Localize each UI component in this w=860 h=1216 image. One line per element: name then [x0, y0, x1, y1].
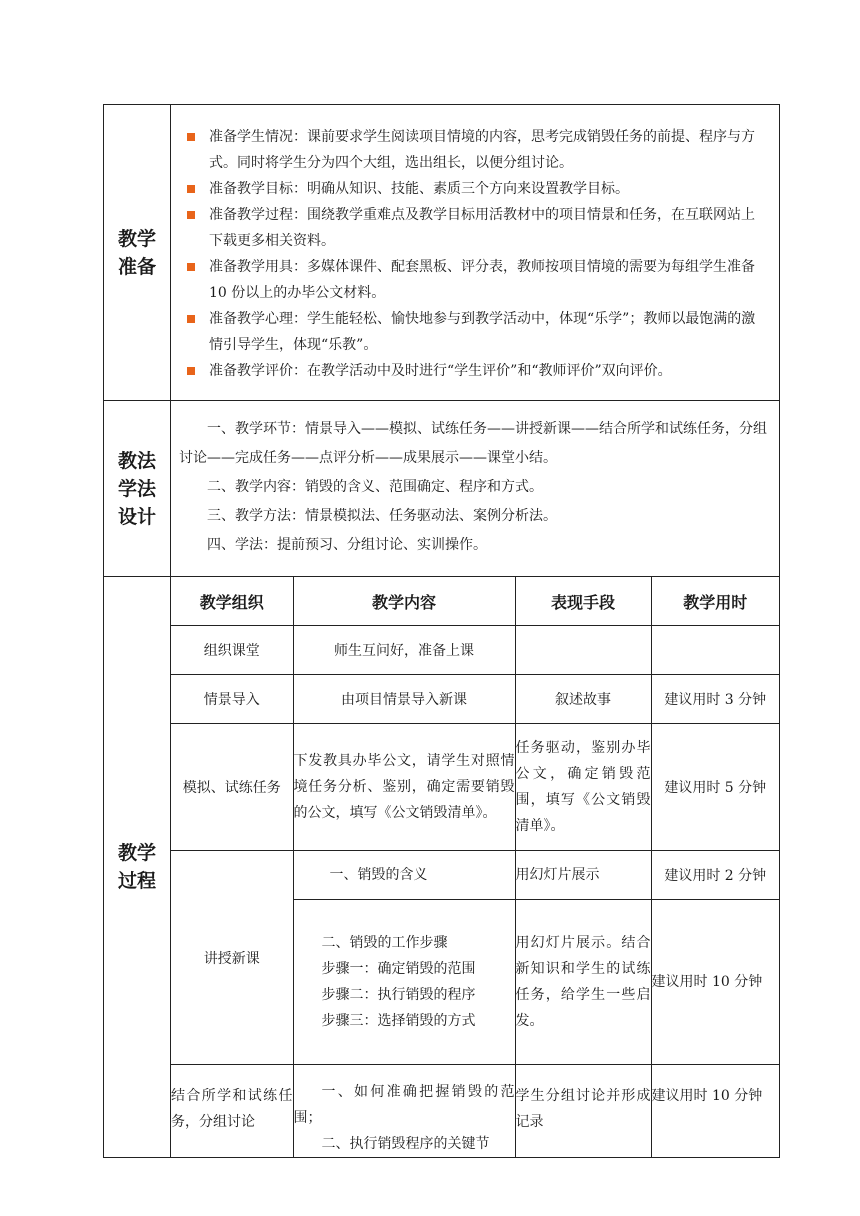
time-cell: 建议用时 10 分钟	[651, 1065, 779, 1158]
square-bullet-icon	[187, 133, 195, 141]
square-bullet-icon	[187, 367, 195, 375]
content-cell	[293, 1065, 515, 1158]
process-table	[171, 577, 779, 1157]
design-label-line2: 学法	[117, 477, 156, 500]
process-label-line2: 过程	[117, 870, 156, 892]
org-cell: 讲授新课	[171, 851, 293, 1065]
process-label-line1: 教学	[117, 842, 156, 864]
prep-item: 准备学生情况：课前要求学生阅读项目情境的内容，思考完成销毁任务的前提、程序与方式。同时将学生分为四个大组，选出组长，以便分组讨论。	[181, 124, 765, 176]
design-label-line3: 设计	[117, 505, 156, 528]
prep-label	[104, 105, 171, 401]
table-row	[171, 626, 779, 675]
table-row	[171, 675, 779, 724]
content-line: 步骤三：选择销毁的方式	[321, 1013, 476, 1029]
table-row	[171, 1065, 779, 1158]
design-paragraph: 四、学法：提前预习、分组讨论、实训操作。	[207, 537, 487, 553]
content-cell: 一、销毁的含义	[293, 851, 515, 900]
prep-item: 准备教学过程：围绕教学重难点及教学目标用活教材中的项目情景和任务，在互联网站上下载更多相关资料。	[181, 202, 765, 254]
header-org: 教学组织	[171, 577, 293, 626]
content-cell: 由项目情景导入新课	[293, 675, 515, 724]
prep-label-line1: 教学	[117, 227, 156, 250]
content-line: 二、执行销毁程序的关键节	[321, 1136, 490, 1152]
content-cell: 下发教具办毕公文，请学生对照情境任务分析、鉴别，确定需要销毁的公文，填写《公文销毁清单》。	[293, 724, 515, 851]
square-bullet-icon	[187, 263, 195, 271]
means-cell: 任务驱动，鉴别办毕公文，确定销毁范围，填写《公文销毁清单》。	[515, 724, 651, 851]
org-cell: 模拟、试练任务	[171, 724, 293, 851]
process-content	[171, 577, 780, 1158]
lesson-plan-table	[103, 104, 780, 1158]
time-cell: 建议用时 3 分钟	[651, 675, 779, 724]
means-cell: 学生分组讨论并形成记录	[515, 1065, 651, 1158]
header-means: 表现手段	[515, 577, 651, 626]
prep-label-line2: 准备	[117, 255, 156, 278]
table-row	[171, 851, 779, 900]
org-cell: 组织课堂	[171, 626, 293, 675]
design-paragraph: 三、教学方法：情景模拟法、任务驱动法、案例分析法。	[207, 508, 557, 524]
time-cell: 建议用时 2 分钟	[651, 851, 779, 900]
prep-item: 准备教学心理：学生能轻松、愉快地参与到教学活动中，体现“乐学”；教师以最饱满的激情引导学生，体现“乐教”。	[181, 306, 765, 358]
content-cell: 师生互问好，准备上课	[293, 626, 515, 675]
square-bullet-icon	[187, 185, 195, 193]
document-page	[103, 104, 779, 1152]
prep-item: 准备教学评价：在教学活动中及时进行“学生评价”和“教师评价”双向评价。	[181, 358, 765, 384]
means-cell: 用幻灯片展示	[515, 851, 651, 900]
design-label-line1: 教法	[117, 449, 156, 472]
square-bullet-icon	[187, 315, 195, 323]
time-cell: 建议用时 10 分钟	[651, 900, 779, 1065]
time-cell: 建议用时 5 分钟	[651, 724, 779, 851]
content-line: 一、如何准确把握销毁的范围；	[293, 1084, 515, 1126]
means-cell	[515, 626, 651, 675]
prep-item: 准备教学用具：多媒体课件、配套黑板、评分表，教师按项目情境的需要为每组学生准备 10 份以上的办毕公文材料。	[181, 254, 765, 306]
design-paragraph: 二、教学内容：销毁的含义、范围确定、程序和方式。	[207, 479, 543, 495]
design-content	[171, 401, 780, 577]
header-time: 教学用时	[651, 577, 779, 626]
design-row	[104, 401, 780, 577]
org-cell: 情景导入	[171, 675, 293, 724]
means-cell: 叙述故事	[515, 675, 651, 724]
content-line: 步骤一：确定销毁的范围	[321, 961, 476, 977]
means-cell: 用幻灯片展示。结合新知识和学生的试练任务，给学生一些启发。	[515, 900, 651, 1065]
content-line: 步骤二：执行销毁的程序	[321, 987, 476, 1003]
content-cell	[293, 900, 515, 1065]
design-label	[104, 401, 171, 577]
table-row	[171, 724, 779, 851]
content-line: 二、销毁的工作步骤	[321, 935, 448, 951]
process-row	[104, 577, 780, 1158]
prep-row	[104, 105, 780, 401]
org-cell: 结合所学和试练任务，分组讨论	[171, 1065, 293, 1158]
design-paragraph: 一、教学环节：情景导入——模拟、试练任务——讲授新课——结合所学和试练任务，分组讨论——完成任务——点评分析——成果展示——课堂小结。	[179, 421, 767, 466]
time-cell	[651, 626, 779, 675]
process-header-row	[171, 577, 779, 626]
header-content: 教学内容	[293, 577, 515, 626]
prep-item: 准备教学目标：明确从知识、技能、素质三个方向来设置教学目标。	[181, 176, 765, 202]
prep-content	[171, 105, 780, 401]
square-bullet-icon	[187, 211, 195, 219]
process-label	[104, 577, 171, 1158]
